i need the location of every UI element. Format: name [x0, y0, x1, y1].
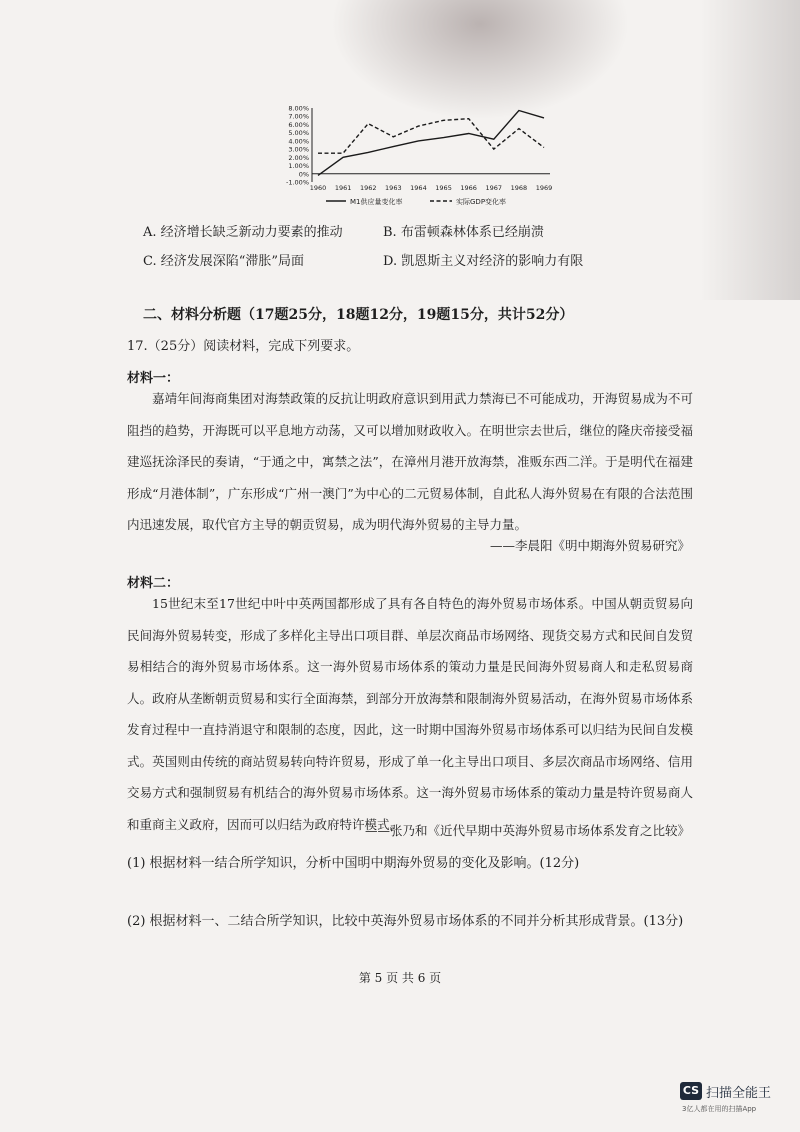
y-tick-label: 8.00% [288, 104, 309, 113]
series-line-gdp [318, 119, 544, 154]
x-tick-label: 1967 [485, 184, 503, 192]
x-tick-label: 1961 [334, 184, 352, 192]
y-tick-label: 1.00% [288, 162, 309, 171]
line-chart [268, 100, 558, 215]
x-tick-label: 1965 [435, 184, 452, 192]
x-tick-label: 1966 [460, 184, 477, 192]
option-d: D. 凯恩斯主义对经济的影响力有限 [383, 254, 584, 269]
x-tick-label: 1963 [385, 184, 402, 192]
material1-citation: ——李晨阳《明中期海外贸易研究》 [489, 538, 690, 553]
x-tick-label: 1960 [309, 184, 327, 192]
y-tick-label: 3.00% [288, 145, 309, 154]
material2-label: 材料二： [127, 576, 180, 591]
material1-text: 嘉靖年间海商集团对海禁政策的反抗让明政府意识到用武力禁海已不可能成功，开海贸易成为不可阻挡的趋势，开海既可以平息地方动荡，又可以增加财政收入。在明世宗去世后，继位的隆庆帝接受福建巡抚涂泽民的奏请，“于通之中，寓禁之法”，在漳州月港开放海禁，准贩东西二洋。于是明代在福建形成“月港体制”，广东形成“广州一澳门”为中心的二元贸易体制，自此私人海外贸易在有限的合法范围内迅速发展，取代官方主导的朝贡贸易，成为明代海外贸易的主导力量。 [127, 391, 693, 532]
scanner-logo-icon: CS [680, 1082, 702, 1100]
series-line-m1 [318, 111, 544, 176]
question-2: (2) 根据材料一、二结合所学知识，比较中英海外贸易市场体系的不同并分析其形成背景。(13分) [127, 914, 684, 929]
x-tick-label: 1962 [359, 184, 377, 192]
scanner-tagline: 3亿人都在用的扫描App [682, 1105, 757, 1113]
x-tick-label: 1964 [410, 184, 427, 192]
scanner-app-name: 扫描全能王 [706, 1086, 772, 1101]
material1-label: 材料一： [127, 371, 180, 386]
scan-shadow-edge [700, 0, 800, 300]
option-b: B. 布雷顿森林体系已经崩溃 [383, 225, 544, 240]
question-header: 17.（25分）阅读材料，完成下列要求。 [127, 339, 360, 354]
option-a: A. 经济增长缺乏新动力要素的推动 [143, 225, 343, 240]
x-tick-label: 1968 [510, 184, 528, 192]
chart-svg [268, 100, 558, 215]
scanner-watermark [680, 1080, 790, 1120]
material2-text: 15世纪末至17世纪中叶中英两国都形成了具有各自特色的海外贸易市场体系。中国从朝贡贸易向民间海外贸易转变，形成了多样化主导出口项目群、单层次商品市场网络、现货交易方式和民间自发贸易相结合的海外贸易市场体系。这一海外贸易市场体系的策动力量是民间海外贸易商人和走私贸易商人。政府从垄断朝贡贸易和实行全面海禁，到部分开放海禁和限制海外贸易活动，在海外贸易市场体系发育过程中一直持消退守和限制的态度，因此，这一时期中国海外贸易市场体系可以归结为民间自发模式。英国则由传统的商站贸易转向特许贸易，形成了单一化主导出口项目、多层次商品市场网络、信用交易方式和强制贸易有机结合的海外贸易市场体系。这一海外贸易市场体系的策动力量是特许贸易商人和重商主义政府，因而可以归结为政府特许模式。 [127, 596, 693, 832]
y-tick-label: -1.00% [286, 178, 309, 187]
y-tick-label: 7.00% [288, 112, 309, 121]
section-title: 二、材料分析题（17题25分，18题12分，19题15分，共计52分） [143, 307, 574, 323]
y-tick-label: 2.00% [288, 153, 309, 162]
legend-label-gdp: 实际GDP变化率 [456, 198, 507, 206]
y-tick-label: 0% [298, 170, 309, 179]
option-c: C. 经济发展深陷“滞胀”局面 [143, 254, 305, 269]
page-number: 第 5 页 共 6 页 [358, 971, 442, 985]
y-tick-label: 5.00% [288, 129, 309, 138]
material2-citation: ——张乃和《近代早期中英海外贸易市场体系发育之比较》 [364, 823, 690, 838]
x-tick-label: 1969 [535, 184, 553, 192]
question-1: (1) 根据材料一结合所学知识，分析中国明中期海外贸易的变化及影响。(12分) [127, 856, 580, 871]
legend-label-m1: M1供应量变化率 [350, 198, 403, 206]
y-tick-label: 6.00% [288, 120, 309, 129]
y-tick-label: 4.00% [288, 137, 309, 146]
